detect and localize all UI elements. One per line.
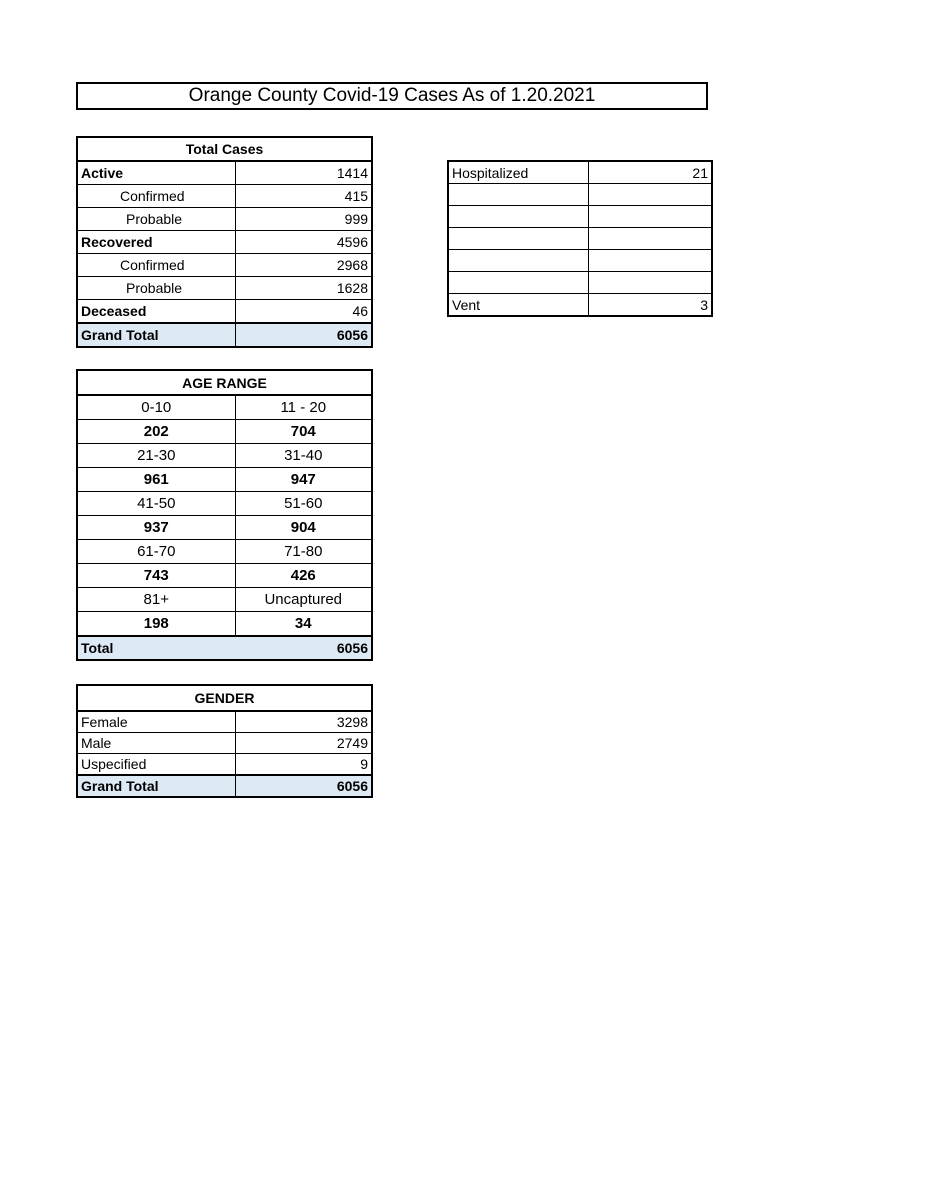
empty-cell [448,184,588,206]
active-label: Active [77,161,235,185]
deceased-label: Deceased [77,300,235,324]
age-range-header: AGE RANGE [77,370,372,395]
gender-header: GENDER [77,685,372,711]
age-range-row [77,492,372,516]
table-row [448,272,712,294]
table-row [77,254,372,277]
page-title: Orange County Covid-19 Cases As of 1.20.2021 [76,82,708,110]
age-total-label: Total [77,636,235,660]
hospital-table [447,160,713,317]
age-range-label: 41-50 [77,492,235,516]
table-row [77,754,372,776]
age-range-value: 34 [235,612,372,637]
age-range-value: 202 [77,420,235,444]
table-row [77,185,372,208]
unspecified-value: 9 [235,754,372,776]
age-range-value: 704 [235,420,372,444]
table-row [448,161,712,184]
age-range-label: 11 - 20 [235,395,372,420]
hospitalized-label: Hospitalized [448,161,588,184]
active-probable-value: 999 [235,208,372,231]
grand-total-label: Grand Total [77,323,235,347]
gender-grand-total-value: 6056 [235,775,372,797]
empty-cell [448,206,588,228]
recovered-confirmed-value: 2968 [235,254,372,277]
age-range-row [77,540,372,564]
empty-cell [588,228,712,250]
age-total-row [77,636,372,660]
age-range-table [76,369,373,661]
deceased-value: 46 [235,300,372,324]
active-value: 1414 [235,161,372,185]
recovered-probable-value: 1628 [235,277,372,300]
empty-cell [588,206,712,228]
gender-grand-total-label: Grand Total [77,775,235,797]
age-range-label: 61-70 [77,540,235,564]
empty-cell [448,272,588,294]
age-range-label: Uncaptured [235,588,372,612]
empty-cell [588,272,712,294]
empty-cell [588,250,712,272]
table-row [448,184,712,206]
empty-cell [448,228,588,250]
table-row [77,277,372,300]
age-range-value: 904 [235,516,372,540]
table-row [448,228,712,250]
recovered-label: Recovered [77,231,235,254]
table-row [448,206,712,228]
age-range-row [77,444,372,468]
age-range-value: 426 [235,564,372,588]
active-confirmed-label: Confirmed [77,185,235,208]
age-range-label: 0-10 [77,395,235,420]
age-range-value: 198 [77,612,235,637]
total-cases-header: Total Cases [77,137,372,161]
age-range-label: 51-60 [235,492,372,516]
age-range-row [77,588,372,612]
age-range-label: 81+ [77,588,235,612]
age-range-label: 71-80 [235,540,372,564]
female-value: 3298 [235,711,372,733]
gender-table [76,684,373,798]
male-label: Male [77,733,235,754]
age-value-row [77,516,372,540]
hospitalized-value: 21 [588,161,712,184]
table-row [77,711,372,733]
age-value-row [77,420,372,444]
table-row [448,250,712,272]
age-range-value: 961 [77,468,235,492]
unspecified-label: Uspecified [77,754,235,776]
recovered-confirmed-label: Confirmed [77,254,235,277]
active-probable-label: Probable [77,208,235,231]
vent-label: Vent [448,294,588,317]
empty-cell [448,250,588,272]
age-value-row [77,468,372,492]
age-range-label: 21-30 [77,444,235,468]
age-range-label: 31-40 [235,444,372,468]
age-value-row [77,564,372,588]
table-row [77,161,372,185]
total-cases-table [76,136,373,348]
table-row [77,208,372,231]
table-row [77,733,372,754]
grand-total-row [77,775,372,797]
female-label: Female [77,711,235,733]
male-value: 2749 [235,733,372,754]
recovered-probable-label: Probable [77,277,235,300]
vent-value: 3 [588,294,712,317]
empty-cell [588,184,712,206]
table-row [77,231,372,254]
age-range-value: 937 [77,516,235,540]
age-value-row [77,612,372,637]
age-total-value: 6056 [235,636,372,660]
recovered-value: 4596 [235,231,372,254]
age-range-value: 743 [77,564,235,588]
grand-total-value: 6056 [235,323,372,347]
grand-total-row [77,323,372,347]
active-confirmed-value: 415 [235,185,372,208]
table-row [77,300,372,324]
age-range-row [77,395,372,420]
age-range-value: 947 [235,468,372,492]
table-row [448,294,712,317]
